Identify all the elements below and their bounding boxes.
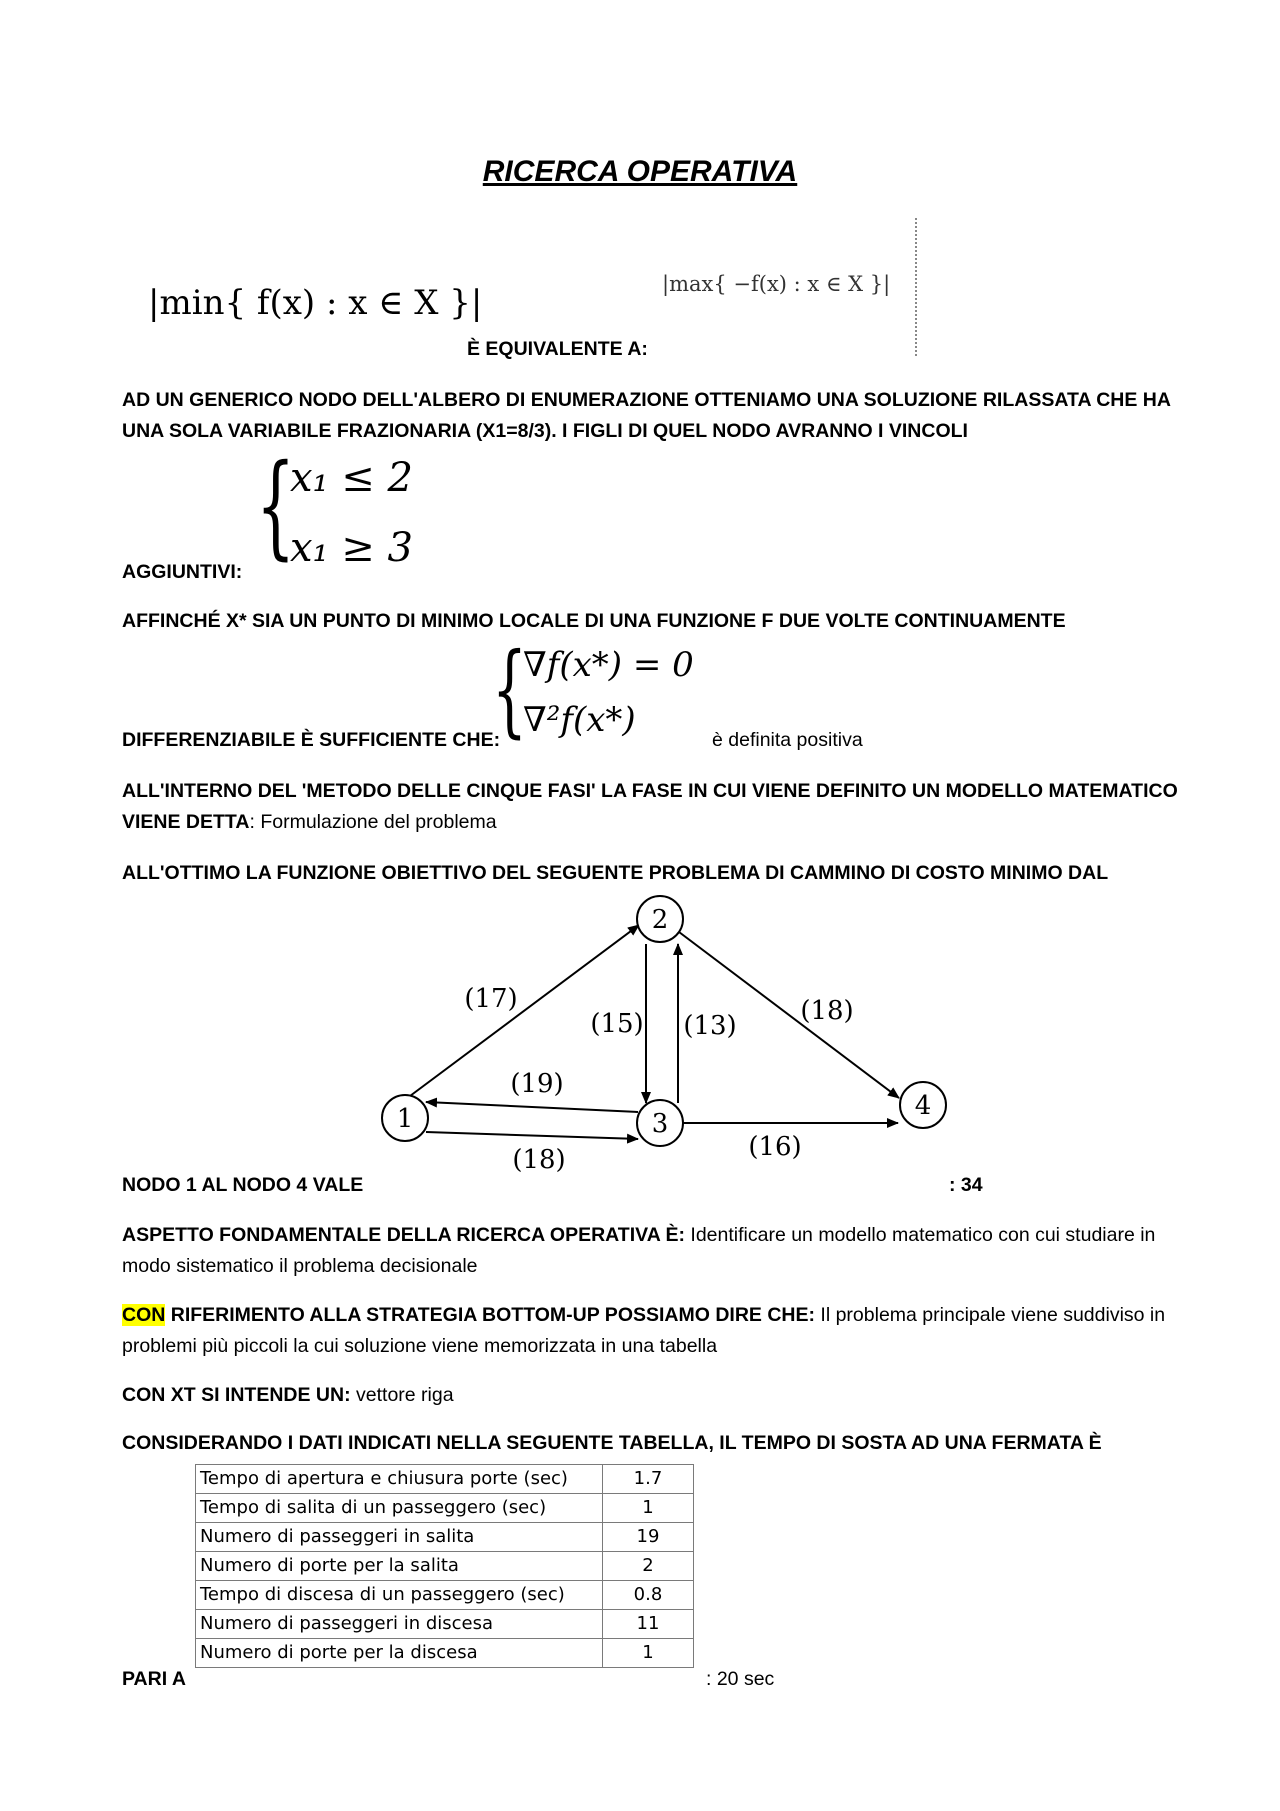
q3-answer: è definita positiva bbox=[712, 729, 863, 751]
q7-question: RIFERIMENTO ALLA STRATEGIA BOTTOM-UP POSSIAMO DIRE CHE: bbox=[165, 1304, 815, 1326]
q8-question: CON XT SI INTENDE UN: bbox=[122, 1384, 351, 1406]
q5-text: ALL'OTTIMO LA FUNZIONE OBIETTIVO DEL SEGUENTE PROBLEMA DI CAMMINO DI COSTO MINIMO DAL bbox=[122, 862, 1109, 884]
q6-question: ASPETTO FONDAMENTALE DELLA RICERCA OPERATIVA È: bbox=[122, 1224, 685, 1246]
node-label-4: 4 bbox=[914, 1091, 932, 1121]
edge-cost-2-4: (18) bbox=[800, 996, 854, 1026]
table-cell-key: Tempo di discesa di un passeggero (sec) bbox=[196, 1581, 603, 1610]
q4-question: ALL'INTERNO DEL 'METODO DELLE CINQUE FASI' LA FASE IN CUI VIENE DEFINITO UN MODELLO MATEMATICO VIENE DETTA bbox=[122, 780, 1178, 833]
table-cell-value: 11 bbox=[603, 1610, 694, 1639]
node-label-2: 2 bbox=[651, 905, 669, 935]
q7-block bbox=[122, 1300, 1182, 1362]
edge-1-3 bbox=[426, 1132, 638, 1139]
edge-3-1 bbox=[426, 1102, 638, 1112]
table-row bbox=[196, 1610, 694, 1639]
table-cell-value: 1.7 bbox=[603, 1465, 694, 1494]
table-row bbox=[196, 1581, 694, 1610]
table-cell-value: 1 bbox=[603, 1494, 694, 1523]
q7-highlight: CON bbox=[122, 1304, 166, 1326]
edge-cost-3-4: (16) bbox=[748, 1132, 802, 1162]
table-row bbox=[196, 1639, 694, 1668]
q2-text: AD UN GENERICO NODO DELL'ALBERO DI ENUMERAZIONE OTTENIAMO UNA SOLUZIONE RILASSATA CHE HA UNA SOLA VARIABILE FRAZIONARIA (X1=8/3). I FIGLI DI QUEL NODO AVRANNO I VINCOLI bbox=[122, 389, 1171, 442]
q4-answer: : Formulazione del problema bbox=[249, 811, 497, 833]
q9-text: CONSIDERANDO I DATI INDICATI NELLA SEGUENTE TABELLA, IL TEMPO DI SOSTA AD UNA FERMATA È bbox=[122, 1432, 1102, 1454]
edge-cost-3-1: (19) bbox=[510, 1069, 564, 1099]
table-cell-value: 19 bbox=[603, 1523, 694, 1552]
q9-label: PARI A bbox=[122, 1668, 186, 1690]
q9-answer: : 20 sec bbox=[706, 1668, 775, 1690]
q2-label: AGGIUNTIVI: bbox=[122, 561, 243, 583]
q3-cond-1: ∇f(x*) = 0 bbox=[523, 645, 694, 685]
table-cell-key: Numero di porte per la discesa bbox=[196, 1639, 603, 1668]
table-row bbox=[196, 1494, 694, 1523]
q3-label: DIFFERENZIABILE È SUFFICIENTE CHE: bbox=[122, 729, 501, 751]
q2-brace: { bbox=[256, 441, 296, 571]
q3-text: AFFINCHÉ X* SIA UN PUNTO DI MINIMO LOCALE DI UNA FUNZIONE F DUE VOLTE CONTINUAMENTE bbox=[122, 610, 1066, 632]
q5-label: NODO 1 AL NODO 4 VALE bbox=[122, 1174, 364, 1196]
q8-block bbox=[122, 1380, 1182, 1411]
q3-cond-2: ∇²f(x*) bbox=[523, 700, 636, 740]
q3-brace: { bbox=[492, 631, 527, 748]
edge-cost-3-2: (13) bbox=[683, 1011, 737, 1041]
q1-label: È EQUIVALENTE A: bbox=[467, 338, 648, 360]
stop-time-table-wrap bbox=[195, 1464, 694, 1668]
q2-constraint-1: x₁ ≤ 2 bbox=[290, 455, 413, 501]
stop-time-table bbox=[195, 1464, 694, 1668]
table-cell-key: Tempo di salita di un passeggero (sec) bbox=[196, 1494, 603, 1523]
table-row bbox=[196, 1465, 694, 1494]
page-title: RICERCA OPERATIVA bbox=[482, 155, 798, 188]
table-cell-key: Numero di porte per la salita bbox=[196, 1552, 603, 1581]
table-cell-value: 2 bbox=[603, 1552, 694, 1581]
table-cell-value: 1 bbox=[603, 1639, 694, 1668]
node-label-1: 1 bbox=[396, 1104, 414, 1134]
table-cell-key: Numero di passeggeri in discesa bbox=[196, 1610, 603, 1639]
q6-block bbox=[122, 1220, 1182, 1282]
formula-min: |min{ f(x) : x ∈ X }| bbox=[148, 283, 483, 323]
edge-cost-1-2: (17) bbox=[464, 984, 518, 1014]
table-row bbox=[196, 1552, 694, 1581]
table-cell-key: Numero di passeggeri in salita bbox=[196, 1523, 603, 1552]
table-row bbox=[196, 1523, 694, 1552]
table-cell-key: Tempo di apertura e chiusura porte (sec) bbox=[196, 1465, 603, 1494]
q6-answer: Identificare un modello matematico con cui studiare in modo sistematico il problema decisionale bbox=[122, 1224, 1156, 1277]
node-label-3: 3 bbox=[651, 1109, 669, 1139]
q5-answer: : 34 bbox=[949, 1174, 983, 1196]
edge-cost-1-3: (18) bbox=[512, 1145, 566, 1175]
q8-answer: vettore riga bbox=[350, 1384, 454, 1406]
table-cell-value: 0.8 bbox=[603, 1581, 694, 1610]
q7-answer: Il problema principale viene suddiviso in problemi più piccoli la cui soluzione viene memorizzata in una tabella bbox=[122, 1304, 1166, 1357]
q2-constraint-2: x₁ ≥ 3 bbox=[290, 525, 413, 571]
edge-cost-2-3: (15) bbox=[590, 1009, 644, 1039]
formula-max: |max{ −f(x) : x ∈ X }| bbox=[662, 272, 891, 296]
